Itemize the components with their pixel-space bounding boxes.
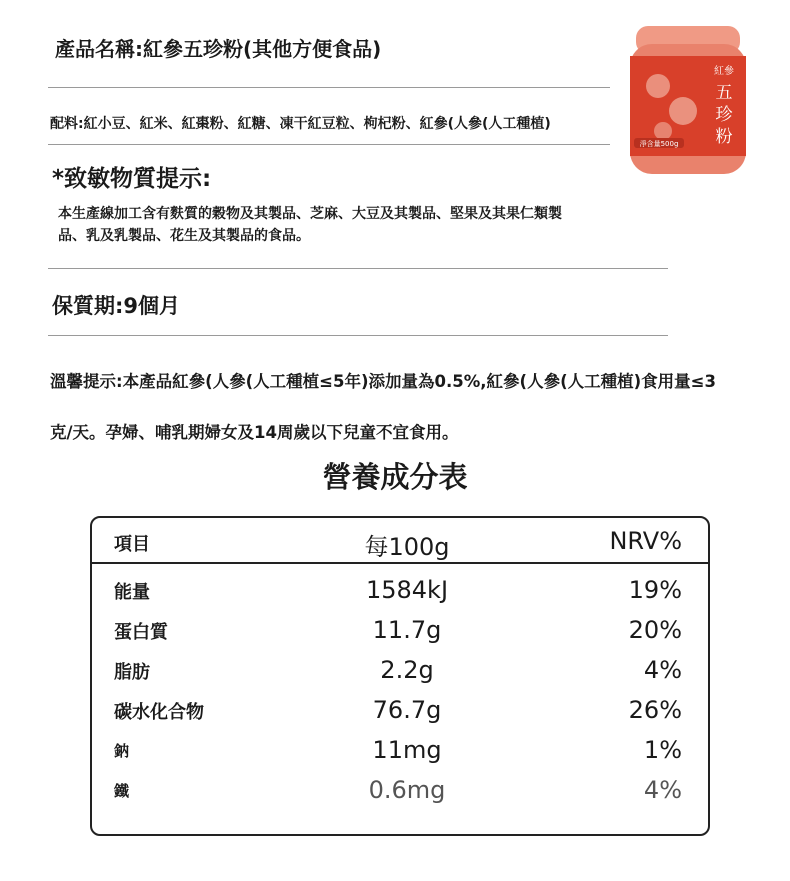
nutrition-title: 營養成分表 bbox=[322, 460, 468, 494]
row-nrv: 20% bbox=[628, 616, 682, 644]
row-nrv: 19% bbox=[628, 576, 682, 604]
row-item: 碳水化合物 bbox=[114, 702, 204, 723]
row-item: 脂肪 bbox=[114, 662, 150, 683]
jar-label-1: 紅參 bbox=[714, 66, 734, 77]
divider bbox=[48, 144, 610, 145]
row-amount: 2.2g bbox=[380, 656, 434, 684]
row-nrv: 4% bbox=[643, 656, 682, 684]
product-jar-image bbox=[628, 26, 748, 176]
header-per100g: 每100g bbox=[364, 533, 450, 561]
row-amount: 0.6mg bbox=[368, 776, 446, 804]
allergen-title: *致敏物質提示: bbox=[52, 166, 212, 192]
header-nrv: NRV% bbox=[609, 527, 682, 555]
row-item: 蛋白質 bbox=[114, 622, 168, 643]
warm-tip: 溫馨提示:本產品紅參(人參(人工種植≤5年)添加量為0.5%,紅參(人參(人工種植)食用量≤3克/天。孕婦、哺乳期婦女及14周歲以下兒童不宜食用。 bbox=[50, 372, 716, 442]
row-amount: 1584kJ bbox=[365, 576, 449, 604]
row-item: 鈉 bbox=[114, 742, 130, 760]
row-item: 能量 bbox=[114, 582, 150, 603]
row-amount: 76.7g bbox=[372, 696, 442, 724]
row-nrv: 26% bbox=[628, 696, 682, 724]
row-nrv: 1% bbox=[643, 736, 682, 764]
ingredients-text: 配料:紅小豆、紅米、紅棗粉、紅糖、凍干紅豆粒、枸杞粉、紅參(人參(人工種植) bbox=[50, 116, 551, 132]
header-separator bbox=[92, 562, 708, 564]
allergen-text: 本生產線加工含有麩質的穀物及其製品、芝麻、大豆及其製品、堅果及其果仁類製品、乳及乳製品、花生及其製品的食品。 bbox=[58, 206, 562, 244]
shelf-life: 保質期:9個月 bbox=[52, 294, 181, 318]
row-amount: 11.7g bbox=[372, 616, 442, 644]
jar-label-2: 五 bbox=[715, 83, 733, 103]
jar-net-weight: 淨含量500g bbox=[639, 140, 679, 148]
row-item: 鐵 bbox=[114, 782, 130, 800]
divider bbox=[48, 335, 668, 336]
row-nrv: 4% bbox=[643, 776, 682, 804]
jar-label-4: 粉 bbox=[715, 127, 733, 147]
divider bbox=[48, 268, 668, 269]
divider bbox=[48, 87, 610, 88]
jar-label-3: 珍 bbox=[715, 105, 733, 125]
header-item: 項目 bbox=[114, 534, 150, 555]
product-name: 產品名稱:紅參五珍粉(其他方便食品) bbox=[55, 37, 382, 61]
row-amount: 11mg bbox=[372, 736, 442, 764]
nutrition-table bbox=[90, 516, 710, 836]
